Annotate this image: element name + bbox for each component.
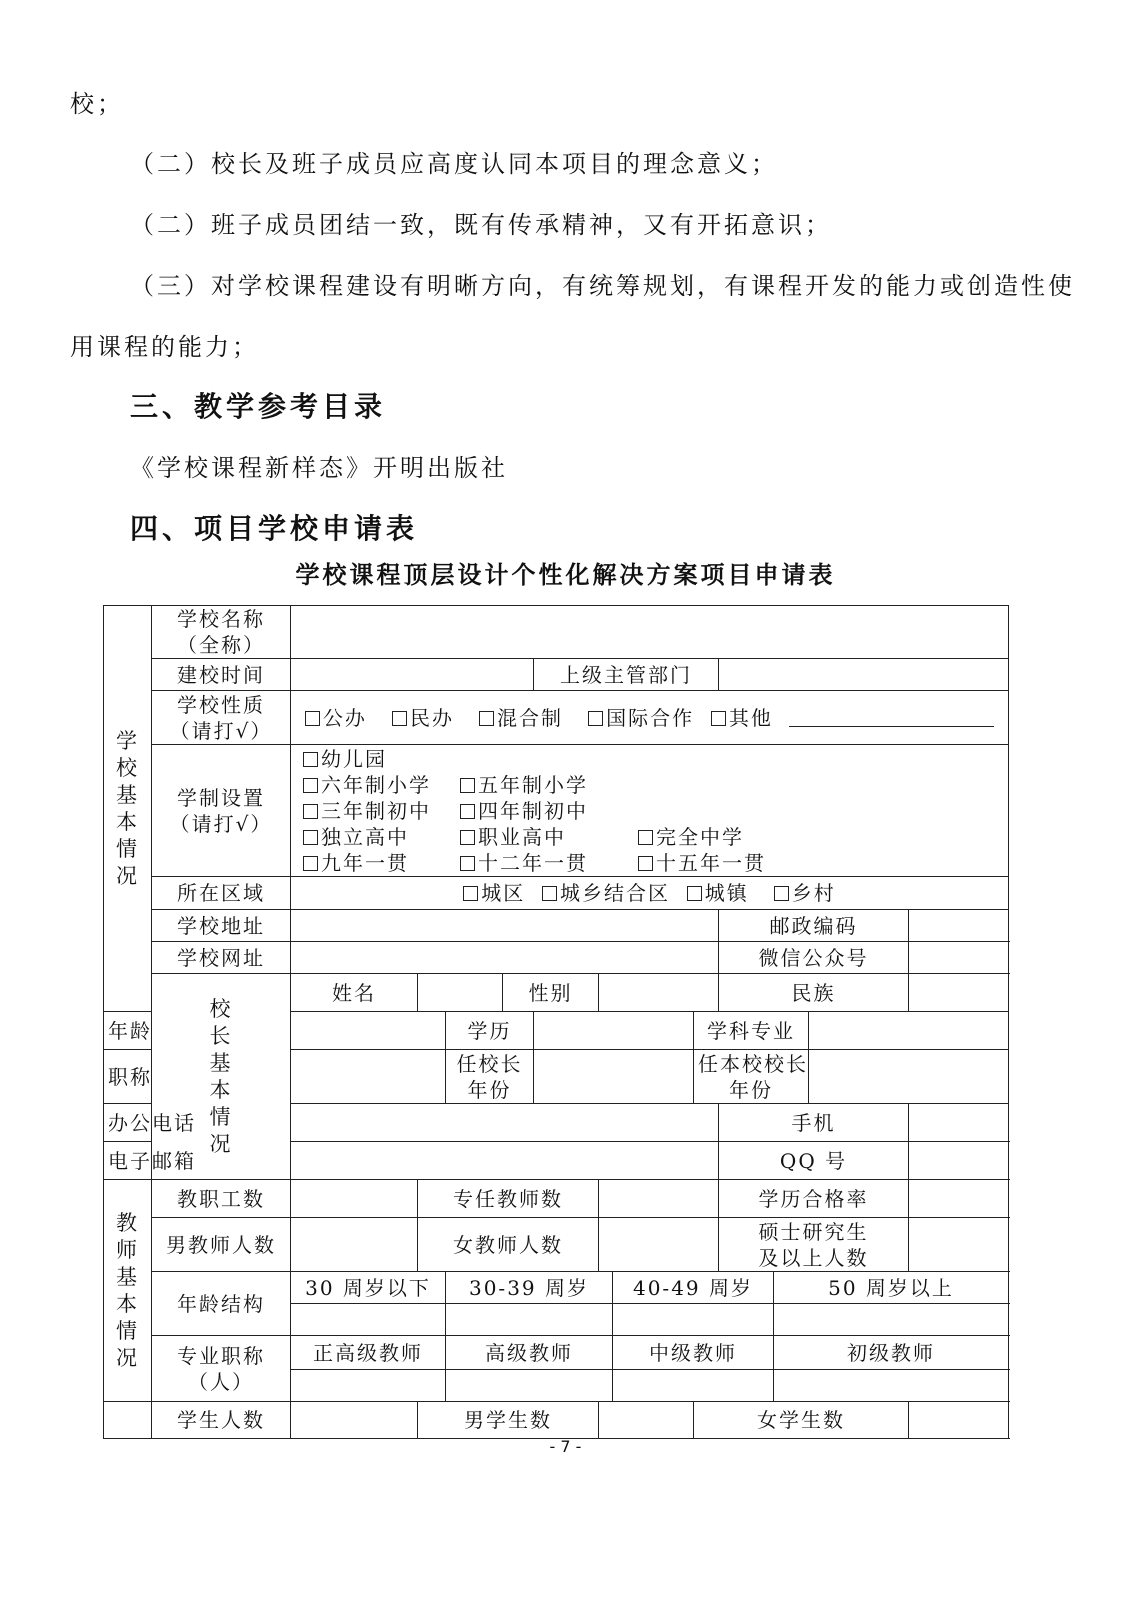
checkbox-icon bbox=[774, 886, 789, 901]
heading-reference-list: 三、教学参考目录 bbox=[130, 390, 387, 423]
office-phone-field[interactable] bbox=[291, 1104, 719, 1142]
qualified-rate-field[interactable] bbox=[909, 1180, 1009, 1218]
checkbox-icon bbox=[303, 804, 318, 819]
paragraph-3: （二）班子成员团结一致，既有传承精神，又有开拓意识； bbox=[130, 211, 832, 239]
student-count-field[interactable] bbox=[291, 1402, 418, 1439]
wechat-label: 微信公众号 bbox=[719, 942, 909, 974]
system-option-senior-high[interactable]: 独立高中 bbox=[303, 824, 460, 850]
system-option-kindergarten[interactable]: 幼儿园 bbox=[303, 746, 798, 772]
principal-gender-label: 性别 bbox=[503, 974, 599, 1012]
principal-major-label: 学科专业 bbox=[694, 1012, 809, 1050]
checkbox-icon bbox=[687, 886, 702, 901]
nature-label: 学校性质 （请打√） bbox=[152, 691, 291, 745]
staff-count-field[interactable] bbox=[291, 1180, 418, 1218]
application-form-table bbox=[103, 605, 1009, 1439]
principal-ethnicity-field[interactable] bbox=[909, 974, 1009, 1012]
reference-item: 《学校课程新样态》开明出版社 bbox=[130, 454, 508, 482]
professional-title-label: 专业职称 （人） bbox=[152, 1336, 291, 1402]
principal-years-here-field[interactable] bbox=[809, 1050, 1009, 1104]
page-number: - 7 - bbox=[549, 1437, 582, 1456]
region-option-rural[interactable]: 乡村 bbox=[774, 880, 836, 906]
qq-field[interactable] bbox=[909, 1142, 1009, 1180]
principal-ethnicity-label: 民族 bbox=[719, 974, 909, 1012]
form-title: 学校课程顶层设计个性化解决方案项目申请表 bbox=[295, 561, 836, 589]
age-group-under30: 30 周岁以下 bbox=[291, 1272, 446, 1304]
principal-education-field[interactable] bbox=[534, 1012, 694, 1050]
nature-option-mixed[interactable]: 混合制 bbox=[479, 705, 563, 731]
region-option-town[interactable]: 城镇 bbox=[687, 880, 749, 906]
mobile-label: 手机 bbox=[719, 1104, 909, 1142]
supervisor-field[interactable] bbox=[719, 659, 1009, 691]
rank-senior-principal-field[interactable] bbox=[291, 1370, 446, 1402]
region-options bbox=[291, 877, 1009, 910]
email-field[interactable] bbox=[291, 1142, 719, 1180]
principal-title-field[interactable] bbox=[291, 1050, 446, 1104]
principal-age-label: 年龄 bbox=[104, 1012, 152, 1050]
principal-years-field[interactable] bbox=[534, 1050, 694, 1104]
principal-name-label: 姓名 bbox=[291, 974, 418, 1012]
website-label: 学校网址 bbox=[152, 942, 291, 974]
region-option-urban-rural[interactable]: 城乡结合区 bbox=[542, 880, 670, 906]
rank-senior-principal: 正高级教师 bbox=[291, 1336, 446, 1370]
age-over50-field[interactable] bbox=[774, 1304, 1009, 1336]
female-teachers-field[interactable] bbox=[599, 1218, 719, 1272]
address-label: 学校地址 bbox=[152, 910, 291, 942]
postcode-field[interactable] bbox=[909, 910, 1009, 942]
paragraph-5: 用课程的能力； bbox=[70, 333, 259, 361]
age-under30-field[interactable] bbox=[291, 1304, 446, 1336]
supervisor-label: 上级主管部门 bbox=[534, 659, 719, 691]
website-field[interactable] bbox=[291, 942, 719, 974]
fulltime-label: 专任教师数 bbox=[418, 1180, 599, 1218]
nature-option-public[interactable]: 公办 bbox=[305, 705, 367, 731]
nature-options bbox=[291, 691, 1009, 745]
system-option-4yr-junior[interactable]: 四年制初中 bbox=[460, 798, 638, 824]
rank-senior-field[interactable] bbox=[446, 1370, 613, 1402]
staff-count-label: 教职工数 bbox=[152, 1180, 291, 1218]
age-group-30-39: 30-39 周岁 bbox=[446, 1272, 613, 1304]
school-name-label: 学校名称 （全称） bbox=[152, 606, 291, 659]
region-label: 所在区域 bbox=[152, 877, 291, 910]
checkbox-icon bbox=[460, 856, 475, 871]
master-field[interactable] bbox=[909, 1218, 1009, 1272]
rank-intermediate-field[interactable] bbox=[613, 1370, 774, 1402]
principal-education-label: 学历 bbox=[446, 1012, 534, 1050]
checkbox-icon bbox=[479, 711, 494, 726]
section-student-info bbox=[104, 1402, 152, 1439]
checkbox-icon bbox=[303, 752, 318, 767]
founded-label: 建校时间 bbox=[152, 659, 291, 691]
founded-field[interactable] bbox=[291, 659, 534, 691]
male-teachers-label: 男教师人数 bbox=[152, 1218, 291, 1272]
system-option-9yr[interactable]: 九年一贯 bbox=[303, 850, 460, 876]
principal-age-field[interactable] bbox=[291, 1012, 446, 1050]
nature-other-field[interactable] bbox=[789, 708, 994, 727]
boys-label: 男学生数 bbox=[418, 1402, 599, 1439]
rank-senior: 高级教师 bbox=[446, 1336, 613, 1370]
rank-junior: 初级教师 bbox=[774, 1336, 1009, 1370]
female-teachers-label: 女教师人数 bbox=[418, 1218, 599, 1272]
qualified-rate-label: 学历合格率 bbox=[719, 1180, 909, 1218]
heading-application-form: 四、项目学校申请表 bbox=[130, 512, 419, 545]
age-30-39-field[interactable] bbox=[446, 1304, 613, 1336]
section-teacher-info: 教师基本情况 bbox=[104, 1180, 152, 1402]
principal-title-label: 职称 bbox=[104, 1050, 152, 1104]
checkbox-icon bbox=[460, 830, 475, 845]
wechat-field[interactable] bbox=[909, 942, 1009, 974]
rank-junior-field[interactable] bbox=[774, 1370, 1009, 1402]
paragraph-1: 校； bbox=[70, 90, 124, 118]
male-teachers-field[interactable] bbox=[291, 1218, 418, 1272]
system-options bbox=[291, 745, 1009, 877]
checkbox-icon bbox=[542, 886, 557, 901]
age-structure-label: 年龄结构 bbox=[152, 1272, 291, 1336]
checkbox-icon bbox=[638, 830, 653, 845]
region-option-urban[interactable]: 城区 bbox=[463, 880, 525, 906]
system-option-5yr-primary[interactable]: 五年制小学 bbox=[460, 772, 638, 798]
fulltime-field[interactable] bbox=[599, 1180, 719, 1218]
office-phone-label: 办公电话 bbox=[104, 1104, 152, 1142]
nature-option-other[interactable]: 其他 bbox=[711, 705, 773, 731]
checkbox-icon bbox=[392, 711, 407, 726]
mobile-field[interactable] bbox=[909, 1104, 1009, 1142]
system-label: 学制设置 （请打√） bbox=[152, 745, 291, 877]
age-group-over50: 50 周岁以上 bbox=[774, 1272, 1009, 1304]
qq-label: QQ 号 bbox=[719, 1142, 909, 1180]
checkbox-icon bbox=[303, 778, 318, 793]
checkbox-icon bbox=[460, 804, 475, 819]
paragraph-2: （二）校长及班子成员应高度认同本项目的理念意义； bbox=[130, 150, 778, 178]
rank-intermediate: 中级教师 bbox=[613, 1336, 774, 1370]
checkbox-icon bbox=[638, 856, 653, 871]
principal-gender-field[interactable] bbox=[599, 974, 719, 1012]
nature-option-international[interactable]: 国际合作 bbox=[588, 705, 694, 731]
girls-field[interactable] bbox=[909, 1402, 1009, 1439]
age-group-40-49: 40-49 周岁 bbox=[613, 1272, 774, 1304]
checkbox-icon bbox=[460, 778, 475, 793]
system-option-vocational-high[interactable]: 职业高中 bbox=[460, 824, 638, 850]
boys-field[interactable] bbox=[599, 1402, 694, 1439]
section-school-info: 学校基本情况 bbox=[104, 606, 152, 1012]
checkbox-icon bbox=[303, 856, 318, 871]
paragraph-4: （三）对学校课程建设有明晰方向，有统筹规划，有课程开发的能力或创造性使 bbox=[130, 272, 1075, 300]
checkbox-icon bbox=[303, 830, 318, 845]
section-principal-info: 校长基本情况 bbox=[152, 974, 291, 1180]
system-option-12yr[interactable]: 十二年一贯 bbox=[460, 850, 638, 876]
principal-name-field[interactable] bbox=[418, 974, 503, 1012]
email-label: 电子邮箱 bbox=[104, 1142, 152, 1180]
postcode-label: 邮政编码 bbox=[719, 910, 909, 942]
principal-major-field[interactable] bbox=[809, 1012, 1009, 1050]
system-option-complete-middle[interactable]: 完全中学 bbox=[638, 824, 798, 850]
master-label: 硕士研究生 及以上人数 bbox=[719, 1218, 909, 1272]
principal-years-label: 任校长 年份 bbox=[446, 1050, 534, 1104]
nature-option-private[interactable]: 民办 bbox=[392, 705, 454, 731]
checkbox-icon bbox=[588, 711, 603, 726]
school-name-field[interactable] bbox=[291, 606, 1009, 659]
girls-label: 女学生数 bbox=[694, 1402, 909, 1439]
student-count-label: 学生人数 bbox=[152, 1402, 291, 1439]
system-option-3yr-junior[interactable]: 三年制初中 bbox=[303, 798, 460, 824]
checkbox-icon bbox=[463, 886, 478, 901]
principal-years-here-label: 任本校校长 年份 bbox=[694, 1050, 809, 1104]
age-40-49-field[interactable] bbox=[613, 1304, 774, 1336]
checkbox-icon bbox=[305, 711, 320, 726]
address-field[interactable] bbox=[291, 910, 719, 942]
system-option-6yr-primary[interactable]: 六年制小学 bbox=[303, 772, 460, 798]
checkbox-icon bbox=[711, 711, 726, 726]
system-option-15yr[interactable]: 十五年一贯 bbox=[638, 850, 798, 876]
